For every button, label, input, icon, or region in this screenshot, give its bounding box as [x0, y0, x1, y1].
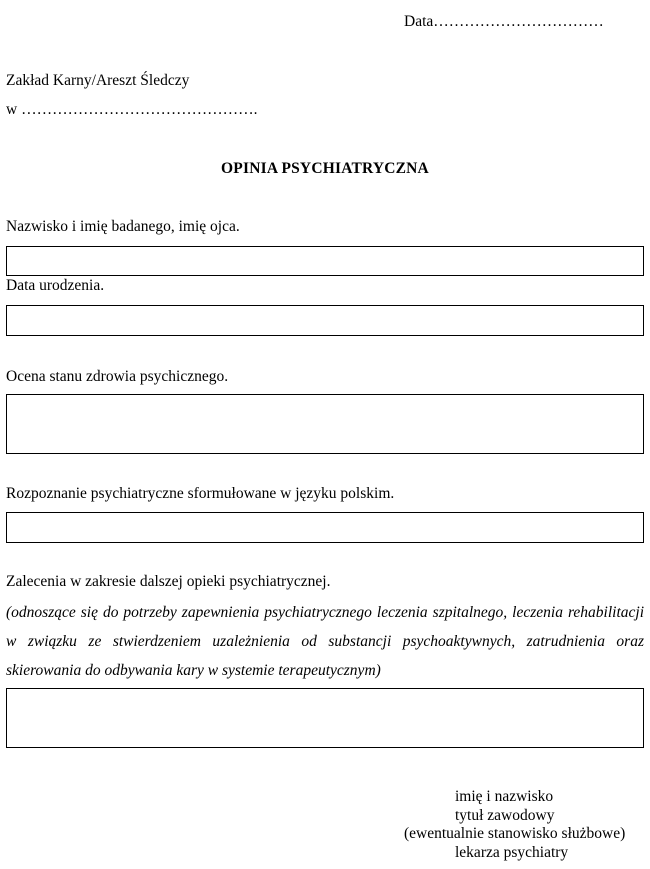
diagnosis-label: Rozpoznanie psychiatryczne sformułowane w języku polskim. [6, 485, 395, 502]
name-field-box[interactable] [6, 246, 644, 276]
signature-position-line: (ewentualnie stanowisko służbowe) [404, 825, 626, 842]
name-field-label: Nazwisko i imię badanego, imię ojca. [6, 218, 240, 235]
recommendations-label: Zalecenia w zakresie dalszej opieki psychiatrycznej. [6, 573, 331, 590]
birth-date-box[interactable] [6, 305, 644, 336]
document-title: OPINIA PSYCHIATRYCZNA [221, 160, 429, 177]
mental-health-box[interactable] [6, 394, 644, 454]
mental-health-label: Ocena stanu zdrowia psychicznego. [6, 368, 229, 385]
institution-name: Zakład Karny/Areszt Śledczy [6, 72, 190, 89]
institution-location: w ………………………………………. [6, 101, 258, 118]
signature-name-line: imię i nazwisko [455, 788, 554, 805]
recommendations-box[interactable] [6, 688, 644, 748]
signature-role-line: lekarza psychiatry [455, 843, 569, 861]
diagnosis-box[interactable] [6, 512, 644, 543]
birth-date-label: Data urodzenia. [6, 277, 105, 294]
date-line: Data…………………………… [404, 13, 604, 30]
recommendations-note: (odnoszące się do potrzeby zapewnienia psychiatrycznego leczenia szpitalnego, leczenia rehabilitacji w związku ze stwierdzeniem uzależnienia od substancji psychoaktywnych, zatrudnienia oraz skierowania do odbywania kary w systemie terapeutycznym) [6, 604, 644, 679]
signature-title-line: tytuł zawodowy [455, 806, 555, 824]
signature-block [404, 788, 648, 862]
